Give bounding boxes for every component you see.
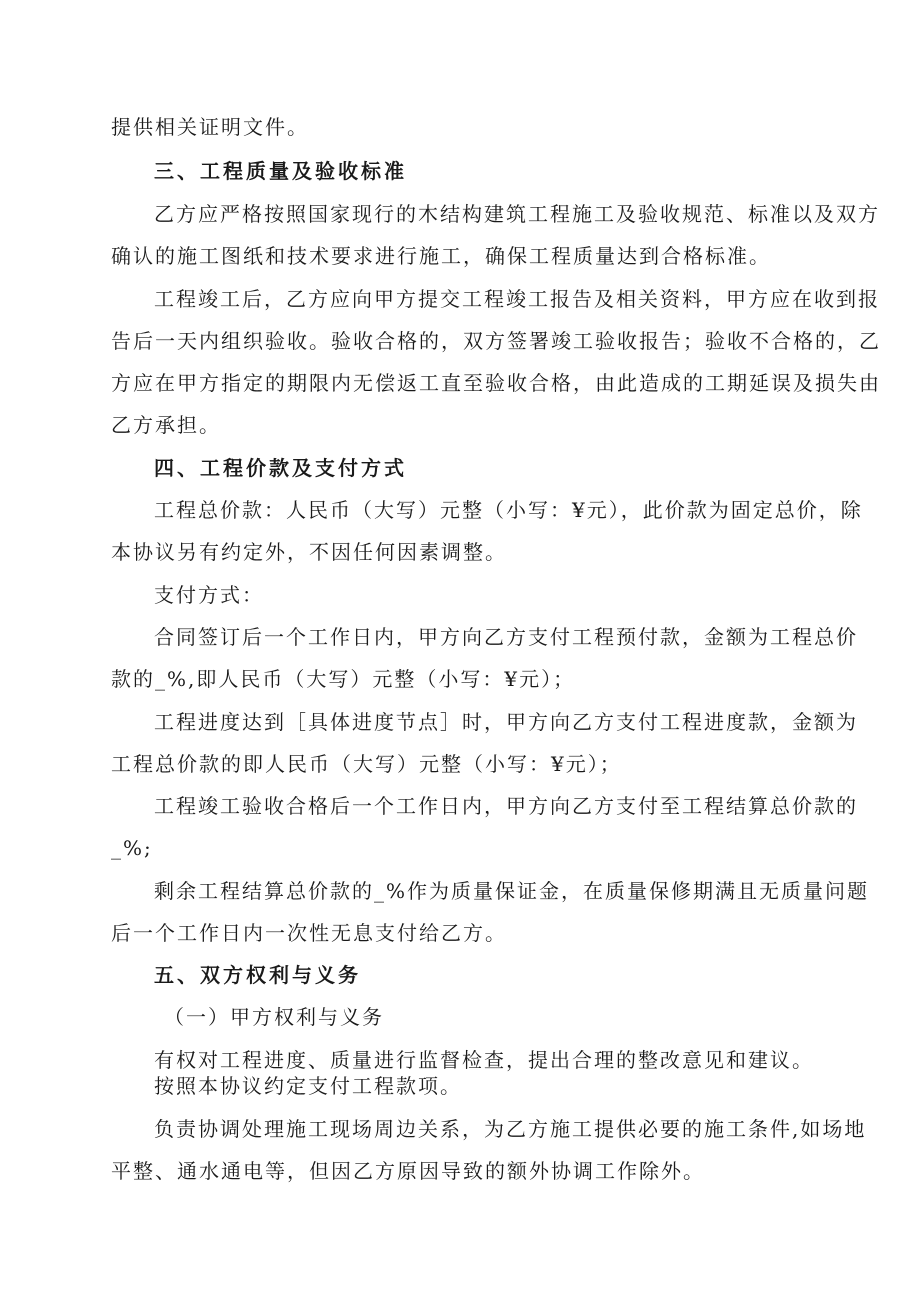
paragraph-line: 支付方式： (154, 583, 264, 607)
paragraph-line: 本协议另有约定外，不因任何因素调整。 (111, 540, 507, 564)
paragraph-line: 按照本协议约定支付工程款项。 (154, 1074, 462, 1098)
section-heading-4: 四、工程价款及支付方式 (154, 456, 407, 480)
paragraph-line: 合同签订后一个工作日内，甲方向乙方支付工程预付款，金额为工程总价 (154, 625, 858, 649)
paragraph-line: 后一个工作日内一次性无息支付给乙方。 (111, 921, 507, 945)
paragraph-line: 工程竣工验收合格后一个工作日内，甲方向乙方支付至工程结算总价款的 (154, 794, 858, 818)
paragraph-line: 负责协调处理施工现场周边关系，为乙方施工提供必要的施工条件,如场地 (154, 1117, 867, 1141)
paragraph-line: 确认的施工图纸和技术要求进行施工，确保工程质量达到合格标准。 (111, 244, 771, 268)
paragraph-line: 提供相关证明文件。 (111, 115, 309, 139)
section-heading-3: 三、工程质量及验收标准 (154, 159, 407, 183)
paragraph-line: 告后一天内组织验收。验收合格的，双方签署竣工验收报告；验收不合格的，乙 (111, 329, 881, 353)
paragraph-line: 工程总价款的即人民币（大写）元整（小写：¥元）； (111, 752, 622, 776)
paragraph-line: 有权对工程进度、质量进行监督检查，提出合理的整改意见和建议。 (154, 1048, 814, 1072)
paragraph-line: 剩余工程结算总价款的_%作为质量保证金，在质量保修期满且无质量问题 (154, 879, 870, 903)
section-heading-5: 五、双方权利与义务 (154, 963, 361, 987)
paragraph-line: 方应在甲方指定的期限内无偿返工直至验收合格，由此造成的工期延误及损失由 (111, 371, 881, 395)
paragraph-line: 平整、通水通电等，但因乙方原因导致的额外协调工作除外。 (111, 1159, 705, 1183)
subsection-heading: （一）甲方权利与义务 (164, 1005, 384, 1029)
paragraph-line: 乙方应严格按照国家现行的木结构建筑工程施工及验收规范、标准以及双方 (154, 202, 880, 226)
paragraph-line: 乙方承担。 (111, 413, 221, 437)
paragraph-line: 工程竣工后，乙方应向甲方提交工程竣工报告及相关资料，甲方应在收到报 (154, 287, 880, 311)
paragraph-line: _%; (111, 836, 153, 860)
paragraph-line: 款的_%,即人民币（大写）元整（小写：¥元）； (111, 667, 576, 691)
paragraph-line: 工程进度达到［具体进度节点］时，甲方向乙方支付工程进度款，金额为 (154, 710, 858, 734)
paragraph-line: 工程总价款：人民币（大写）元整（小写：¥元），此价款为固定总价，除 (154, 498, 863, 522)
